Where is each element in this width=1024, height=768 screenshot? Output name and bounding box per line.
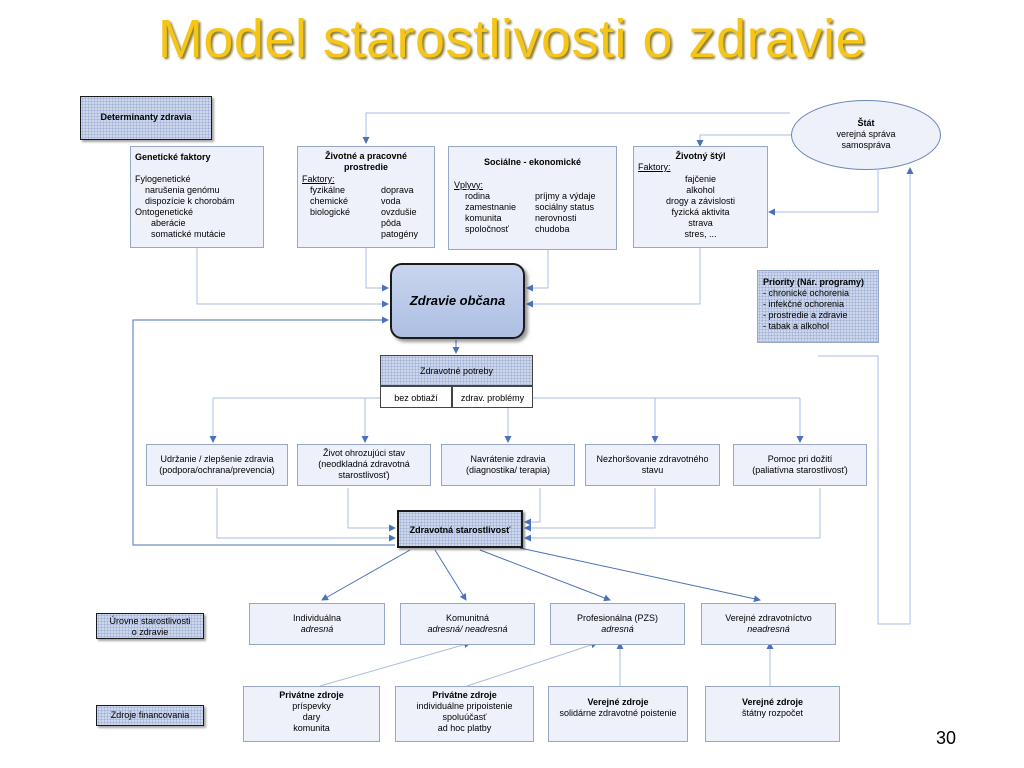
care-type-palliative: Pomoc pri dožití (paliatívna starostlivosť): [733, 444, 867, 486]
needs-no-problems: bez obtiaží: [380, 386, 452, 408]
level-community: Komunitná adresná/ neadresná: [400, 603, 535, 645]
care-type-emergency: Život ohrozujúci stav (neodkladná zdravotná starostlivosť): [297, 444, 431, 486]
care-type-restore: Navrátenie zdravia (diagnostika/ terapia): [441, 444, 575, 486]
determinants-label: Determinanty zdravia: [80, 96, 212, 140]
environment-box: Životné a pracovné prostredie Faktory: fyzikálne chemické biologické doprava voda ovzdušie pôda patogény: [297, 146, 435, 248]
levels-label: Úrovne starostlivosti o zdravie: [96, 613, 204, 639]
source-public-insurance: Verejné zdroje solidárne zdravotné poistenie: [548, 686, 688, 742]
health-needs-box: Zdravotné potreby: [380, 355, 533, 386]
priorities-box: Priority (Nár. programy) - chronické ochorenia - infekčné ochorenia - prostredie a zdravie - tabak a alkohol: [757, 270, 879, 343]
source-public-budget: Verejné zdroje štátny rozpočet: [705, 686, 840, 742]
care-type-non-worsening: Nezhoršovanie zdravotného stavu: [585, 444, 720, 486]
health-care-box: Zdravotná starostlivosť: [397, 510, 523, 548]
needs-health-problems: zdrav. problémy: [452, 386, 533, 408]
care-type-maintain: Udržanie / zlepšenie zdravia (podpora/ochrana/prevencia): [146, 444, 288, 486]
genetic-factors-box: Genetické faktory Fylogenetické narušenia genómu dispozície k chorobám Ontogenetické aberácie somatické mutácie: [130, 146, 264, 248]
source-private-2: Privátne zdroje individuálne pripoistenie spoluúčasť ad hoc platby: [395, 686, 534, 742]
level-individual: Individuálna adresná: [249, 603, 385, 645]
source-private-1: Privátne zdroje príspevky dary komunita: [243, 686, 380, 742]
state-ellipse: Štát verejná správa samospráva: [791, 100, 941, 170]
slide-title: Model starostlivosti o zdravie: [157, 9, 867, 69]
socioeconomic-box: Sociálne - ekonomické Vplyvy: rodina zamestnanie komunita spoločnosť príjmy a výdaje sociálny status nerovnosti chudoba: [448, 146, 617, 250]
level-professional: Profesionálna (PZS) adresná: [550, 603, 685, 645]
lifestyle-box: Životný štýl Faktory: fajčenie alkohol drogy a závislosti fyzická aktivita strava stres, ...: [633, 146, 768, 248]
financing-label: Zdroje financovania: [96, 705, 204, 726]
level-public-health: Verejné zdravotníctvo neadresná: [701, 603, 836, 645]
page-number: 30: [936, 728, 957, 748]
citizen-health-box: Zdravie občana: [390, 263, 525, 339]
